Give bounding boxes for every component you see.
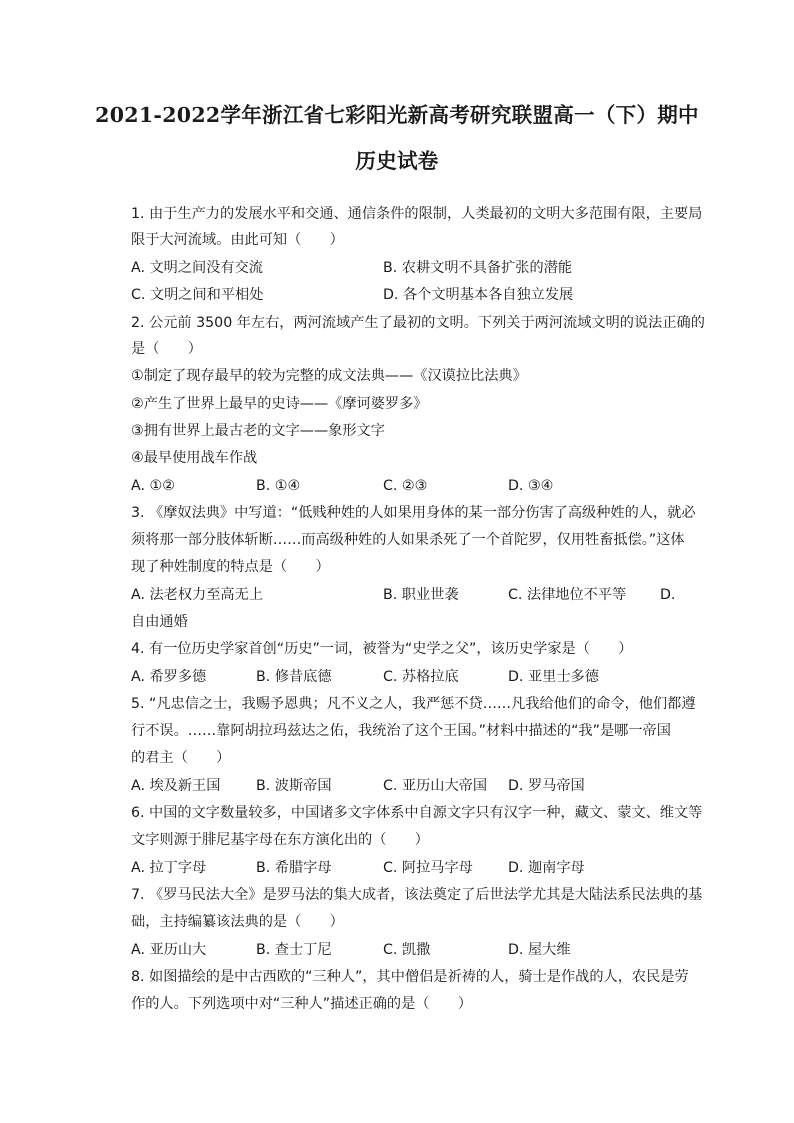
q4-option-b: B. 修昔底德 (256, 669, 332, 685)
q2-option-d: D. ③④ (508, 478, 554, 494)
q5-option-c: C. 亚历山大帝国 (383, 778, 488, 794)
q3-option-a: A. 法老权力至高无上 (131, 587, 263, 603)
q2-option-a: A. ①② (131, 478, 175, 494)
q7-stem-line-2: 础，主持编纂该法典的是（ ） (131, 914, 344, 930)
document-title-line-1: 2021-2022学年浙江省七彩阳光新高考研究联盟高一（下）期中 (95, 103, 699, 127)
q2-stem-line-2: 是（ ） (131, 341, 202, 357)
q6-option-b: B. 希腊字母 (256, 860, 332, 876)
q3-option-d-text: 自由通婚 (131, 614, 188, 630)
q3-option-d-label: D. (660, 587, 676, 603)
q2-stem-line-1: 2. 公元前 3500 年左右，两河流域产生了最初的文明。下列关于两河流域文明的说法正确的 (131, 315, 705, 331)
q8-stem-line-2: 作的人。下列选项中对“三种人”描述正确的是（ ） (131, 996, 473, 1012)
q3-stem-line-3: 现了种姓制度的特点是（ ） (131, 559, 330, 575)
q6-option-d: D. 迦南字母 (508, 860, 585, 876)
q4-option-a: A. 希罗多德 (131, 669, 207, 685)
q2-statement-2: ②产生了世界上最早的史诗——《摩诃婆罗多》 (131, 396, 428, 412)
q3-stem-line-2: 须将那一部分肢体斩断……而高级种姓的人如果杀死了一个首陀罗，仅用牲畜抵偿。”这体 (131, 532, 685, 548)
q3-option-c: C. 法律地位不平等 (508, 587, 627, 603)
q2-statement-4: ④最早使用战车作战 (131, 450, 258, 466)
q1-option-a: A. 文明之间没有交流 (131, 260, 263, 276)
q5-stem-line-2: 行不误。……靠阿胡拉玛兹达之佑，我统治了这个王国。”材料中描述的“我”是哪一帝国 (131, 723, 671, 739)
q6-option-c: C. 阿拉马字母 (383, 860, 473, 876)
q5-stem-line-3: 的君主（ ） (131, 750, 231, 766)
q2-option-c: C. ②③ (383, 478, 428, 494)
q5-stem-line-1: 5. “凡忠信之士，我赐予恩典；凡不义之人，我严惩不贷……凡我给他们的命令，他们都遵 (131, 696, 696, 712)
q2-statement-3: ③拥有世界上最古老的文字——象形文字 (131, 423, 385, 439)
q1-stem-line-2: 限于大河流域。由此可知（ ） (131, 232, 344, 248)
q5-option-a: A. 埃及新王国 (131, 778, 221, 794)
q1-option-d: D. 各个文明基本各自独立发展 (383, 287, 574, 303)
q8-stem-line-1: 8. 如图描绘的是中古西欧的“三种人”，其中僧侣是祈祷的人，骑士是作战的人，农民是劳 (131, 969, 689, 985)
q7-option-a: A. 亚历山大 (131, 942, 207, 958)
q3-option-b: B. 职业世袭 (383, 587, 459, 603)
q4-option-c: C. 苏格拉底 (383, 669, 459, 685)
q5-option-d: D. 罗马帝国 (508, 778, 585, 794)
q2-statement-1: ①制定了现存最早的较为完整的成文法典——《汉谟拉比法典》 (131, 368, 527, 384)
q7-stem-line-1: 7. 《罗马民法大全》是罗马法的集大成者，该法奠定了后世法学尤其是大陆法系民法典的基 (131, 887, 703, 903)
q6-stem-line-2: 文字则源于腓尼基字母在东方演化出的（ ） (131, 832, 429, 848)
q2-option-b: B. ①④ (256, 478, 301, 494)
q7-option-c: C. 凯撒 (383, 942, 431, 958)
q5-option-b: B. 波斯帝国 (256, 778, 332, 794)
q3-stem-line-1: 3. 《摩奴法典》中写道：“低贱种姓的人如果用身体的某一部分伤害了高级种姓的人，就必 (131, 505, 696, 521)
q7-option-d: D. 屋大维 (508, 942, 571, 958)
document-title-line-2: 历史试卷 (355, 149, 439, 173)
q4-stem-line-1: 4. 有一位历史学家首创“历史”一词，被誉为“史学之父”，该历史学家是（ ） (131, 641, 633, 657)
q6-option-a: A. 拉丁字母 (131, 860, 207, 876)
q1-option-c: C. 文明之间和平相处 (131, 287, 264, 303)
q4-option-d: D. 亚里士多德 (508, 669, 599, 685)
q1-stem-line-1: 1. 由于生产力的发展水平和交通、通信条件的限制，人类最初的文明大多范围有限，主要局 (131, 206, 703, 222)
q6-stem-line-1: 6. 中国的文字数量较多，中国诸多文字体系中自源文字只有汉字一种，藏文、蒙文、维文等 (131, 805, 703, 821)
q7-option-b: B. 查士丁尼 (256, 942, 332, 958)
q1-option-b: B. 农耕文明不具备扩张的潜能 (383, 260, 573, 276)
